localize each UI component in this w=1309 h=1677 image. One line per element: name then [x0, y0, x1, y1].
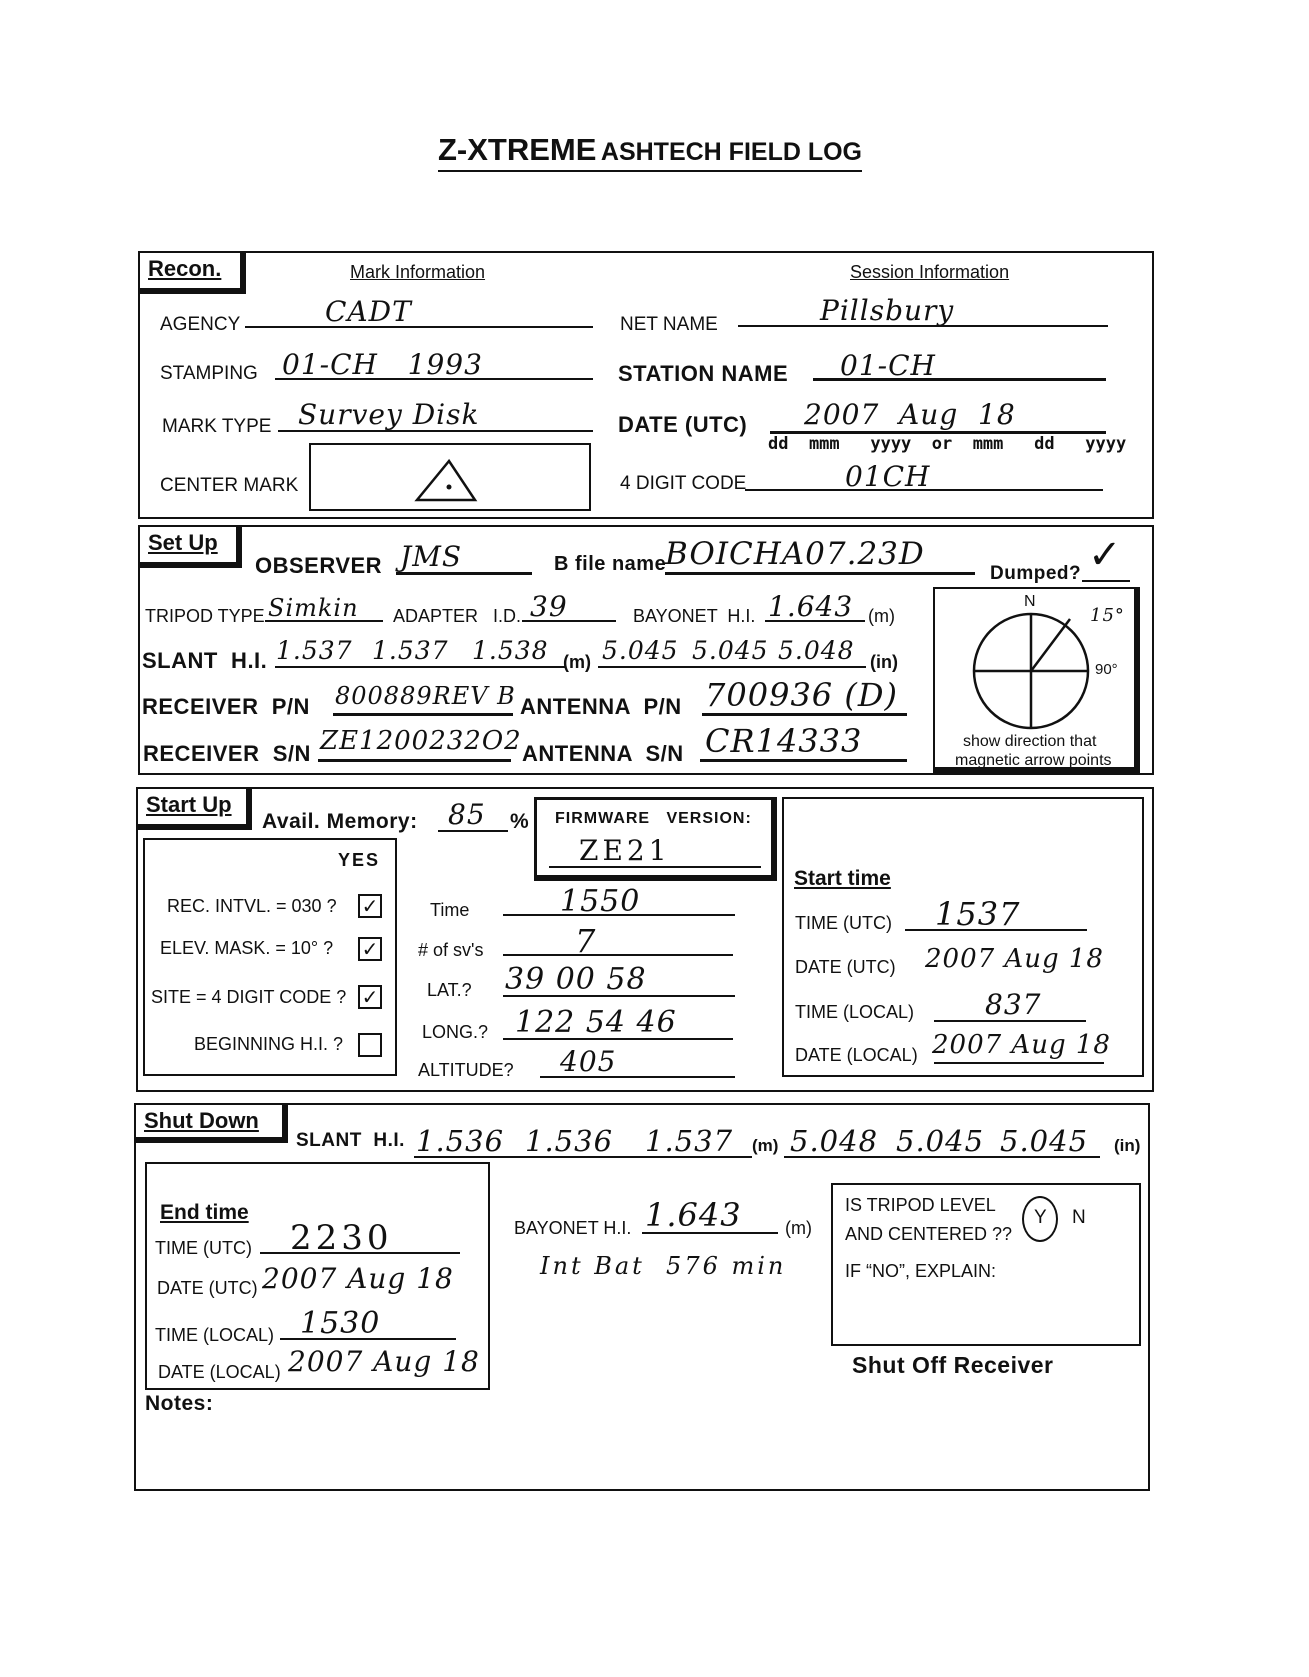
- tripod-value[interactable]: Simkin: [268, 594, 359, 622]
- antenna-pn-value[interactable]: 700936 (D): [705, 676, 898, 714]
- bayonet-unit: (m): [868, 606, 895, 626]
- compass-box: [933, 587, 1140, 773]
- field-label-svs: # of sv's: [418, 940, 484, 960]
- shutdown-slant-m-1[interactable]: 1.536: [416, 1124, 505, 1158]
- receiver-sn-line: [318, 759, 511, 762]
- shutdown-tag: Shut Down: [134, 1103, 288, 1143]
- adapter-label: ADAPTER I.D.: [393, 606, 522, 626]
- start-time-utc-value[interactable]: 1537: [935, 895, 1021, 933]
- shutdown-slant-m-unit: (m): [752, 1136, 779, 1155]
- antenna-sn-value[interactable]: CR14333: [705, 722, 863, 760]
- start-date-utc-label: DATE (UTC): [795, 957, 896, 977]
- end-time-utc-value[interactable]: 2230: [290, 1218, 393, 1258]
- receiver-pn-value[interactable]: 800889REV B: [335, 682, 516, 710]
- battery-note: Int Bat 576 min: [540, 1252, 787, 1280]
- stamping-value[interactable]: 01-CH 1993: [282, 348, 483, 381]
- field-label-long: LONG.?: [422, 1022, 489, 1042]
- agency-label: AGENCY: [160, 314, 241, 335]
- end-time-utc-label: TIME (UTC): [155, 1238, 252, 1258]
- bfile-value[interactable]: BOICHA07.23D: [665, 536, 925, 572]
- recon-tag: Recon.: [138, 251, 246, 294]
- slant-m-1[interactable]: 1.537: [276, 636, 353, 665]
- check-elev-mask[interactable]: ✓: [358, 937, 382, 961]
- center-mark-box: [309, 443, 591, 511]
- mark-type-value[interactable]: Survey Disk: [298, 398, 480, 431]
- agency-value[interactable]: CADT: [325, 295, 412, 328]
- agency-line: [245, 326, 593, 328]
- check-beginning-hi[interactable]: [358, 1033, 382, 1057]
- tripod-no-label[interactable]: N: [1072, 1207, 1086, 1228]
- compass-caption-1: show direction that: [963, 733, 1097, 750]
- shutdown-slant-in-1[interactable]: 5.048: [790, 1124, 879, 1158]
- end-time-header: End time: [160, 1201, 249, 1224]
- slant-m-unit: (m): [563, 652, 591, 672]
- check-label-beginning-hi: BEGINNING H.I. ?: [194, 1034, 344, 1054]
- end-time-local-value[interactable]: 1530: [300, 1306, 381, 1341]
- check-rec-intvl[interactable]: ✓: [358, 894, 382, 918]
- firmware-box: [534, 797, 777, 881]
- start-date-local-label: DATE (LOCAL): [795, 1045, 918, 1065]
- station-name-label: STATION NAME: [618, 361, 789, 386]
- bayonet-value[interactable]: 1.643: [768, 590, 854, 623]
- shutdown-slant-m-3[interactable]: 1.537: [645, 1124, 734, 1158]
- startup-tag: Start Up: [136, 787, 252, 830]
- tripod-question-2: AND CENTERED ??: [845, 1224, 1013, 1244]
- title-rest: ASHTECH FIELD LOG: [600, 138, 862, 166]
- date-utc-value[interactable]: 2007 Aug 18: [804, 398, 1016, 431]
- start-date-utc-value[interactable]: 2007 Aug 18: [925, 944, 1104, 974]
- slant-m-line: [275, 666, 565, 668]
- field-value-svs[interactable]: 7: [575, 922, 597, 960]
- start-time-local-label: TIME (LOCAL): [795, 1002, 915, 1022]
- slant-in-1[interactable]: 5.045: [602, 636, 679, 665]
- dumped-label: Dumped?: [990, 563, 1082, 584]
- tripod-question-1: IS TRIPOD LEVEL: [845, 1195, 996, 1215]
- dumped-value[interactable]: ✓: [1088, 532, 1123, 578]
- notes-label: Notes:: [145, 1392, 214, 1415]
- tripod-label: TRIPOD TYPE: [145, 606, 265, 626]
- shutdown-bayonet-value[interactable]: 1.643: [645, 1196, 742, 1234]
- date-utc-label: DATE (UTC): [618, 412, 748, 437]
- compass-caption-2: magnetic arrow points: [955, 752, 1112, 769]
- date-format-hint: dd mmm yyyy or mmm dd yyyy: [768, 434, 1127, 454]
- mark-type-label: MARK TYPE: [162, 416, 272, 437]
- check-label-site-code: SITE = 4 DIGIT CODE ?: [151, 987, 347, 1007]
- tripod-explain-label: IF “NO”, EXPLAIN:: [845, 1261, 997, 1281]
- net-name-value[interactable]: Pillsbury: [820, 294, 955, 327]
- antenna-pn-label: ANTENNA P/N: [520, 694, 682, 719]
- start-time-header: Start time: [794, 867, 891, 890]
- dumped-line: [1082, 580, 1130, 582]
- end-date-utc-value[interactable]: 2007 Aug 18: [262, 1262, 454, 1295]
- shutdown-slant-label: SLANT H.I.: [296, 1130, 405, 1151]
- firmware-value[interactable]: ZE21: [579, 834, 671, 867]
- center-mark-label: CENTER MARK: [160, 475, 299, 496]
- observer-label: OBSERVER: [255, 553, 383, 578]
- receiver-sn-value[interactable]: ZE1200232O2: [320, 726, 522, 756]
- net-name-label: NET NAME: [620, 314, 718, 335]
- antenna-sn-label: ANTENNA S/N: [522, 741, 684, 766]
- slant-in-unit: (in): [870, 652, 898, 672]
- stamping-label: STAMPING: [160, 363, 258, 384]
- shutdown-slant-in-2[interactable]: 5.045: [896, 1124, 985, 1158]
- start-date-local-line: [934, 1062, 1104, 1064]
- shutdown-slant-in-unit: (in): [1114, 1136, 1141, 1155]
- start-date-local-value[interactable]: 2007 Aug 18: [932, 1030, 1111, 1060]
- field-line-svs: [503, 954, 733, 956]
- receiver-pn-label: RECEIVER P/N: [142, 694, 310, 719]
- field-label-lat: LAT.?: [427, 980, 472, 1000]
- setup-tag: Set Up: [138, 525, 242, 568]
- tripod-yes-label: Y: [1034, 1207, 1047, 1228]
- compass-angle-note: 15°: [1090, 605, 1125, 626]
- slant-label: SLANT H.I.: [142, 648, 268, 673]
- check-label-elev-mask: ELEV. MASK. = 10° ?: [160, 938, 334, 958]
- end-date-local-value[interactable]: 2007 Aug 18: [288, 1345, 480, 1378]
- memory-unit: %: [510, 810, 530, 833]
- title-main: Z-XTREME: [438, 132, 597, 167]
- shutdown-slant-m-2[interactable]: 1.536: [525, 1124, 614, 1158]
- shutdown-bayonet-label: BAYONET H.I.: [514, 1218, 632, 1238]
- code-label: 4 DIGIT CODE: [620, 473, 747, 494]
- observer-value[interactable]: JMS: [400, 540, 463, 573]
- code-value[interactable]: 01CH: [845, 460, 931, 493]
- adapter-value[interactable]: 39: [530, 590, 568, 623]
- station-name-value[interactable]: 01-CH: [840, 349, 936, 382]
- shut-off-receiver: Shut Off Receiver: [852, 1352, 1054, 1378]
- end-date-local-label: DATE (LOCAL): [158, 1362, 281, 1382]
- memory-label: Avail. Memory:: [262, 810, 418, 833]
- page-title: [438, 132, 862, 172]
- bfile-line: [665, 572, 975, 575]
- slant-in-2[interactable]: 5.045: [692, 636, 769, 665]
- slant-m-2[interactable]: 1.537: [372, 636, 449, 665]
- field-label-time: Time: [430, 900, 470, 920]
- receiver-pn-line: [333, 713, 513, 716]
- check-site-code[interactable]: ✓: [358, 985, 382, 1009]
- yes-header: YES: [338, 850, 381, 870]
- receiver-sn-label: RECEIVER S/N: [143, 741, 311, 766]
- bfile-label: B file name: [554, 553, 667, 575]
- slant-in-line: [598, 666, 866, 668]
- field-value-long[interactable]: 122 54 46: [515, 1005, 677, 1040]
- firmware-label: FIRMWARE VERSION:: [555, 810, 752, 827]
- bayonet-label: BAYONET H.I.: [633, 606, 756, 626]
- compass-90: 90°: [1095, 661, 1118, 678]
- field-value-time[interactable]: 1550: [560, 884, 641, 919]
- check-label-rec-intvl: REC. INTVL. = 030 ?: [167, 896, 337, 916]
- end-date-utc-label: DATE (UTC): [157, 1278, 258, 1298]
- field-value-lat[interactable]: 39 00 58: [505, 962, 647, 997]
- slant-in-3[interactable]: 5.048: [778, 636, 855, 665]
- start-time-local-value[interactable]: 837: [985, 988, 1042, 1021]
- mark-info-header: Mark Information: [350, 262, 486, 282]
- triangle-mark-icon: [311, 445, 593, 513]
- field-value-altitude[interactable]: 405: [560, 1045, 617, 1078]
- memory-value[interactable]: 85: [448, 798, 486, 831]
- start-time-utc-label: TIME (UTC): [795, 913, 892, 933]
- shutdown-bayonet-unit: (m): [785, 1218, 812, 1238]
- slant-m-3[interactable]: 1.538: [472, 636, 549, 665]
- shutdown-slant-in-3[interactable]: 5.045: [1000, 1124, 1089, 1158]
- session-info-header: Session Information: [850, 262, 1010, 282]
- compass-north: N: [1024, 593, 1036, 610]
- end-time-local-label: TIME (LOCAL): [155, 1325, 275, 1345]
- field-label-altitude: ALTITUDE?: [418, 1060, 514, 1080]
